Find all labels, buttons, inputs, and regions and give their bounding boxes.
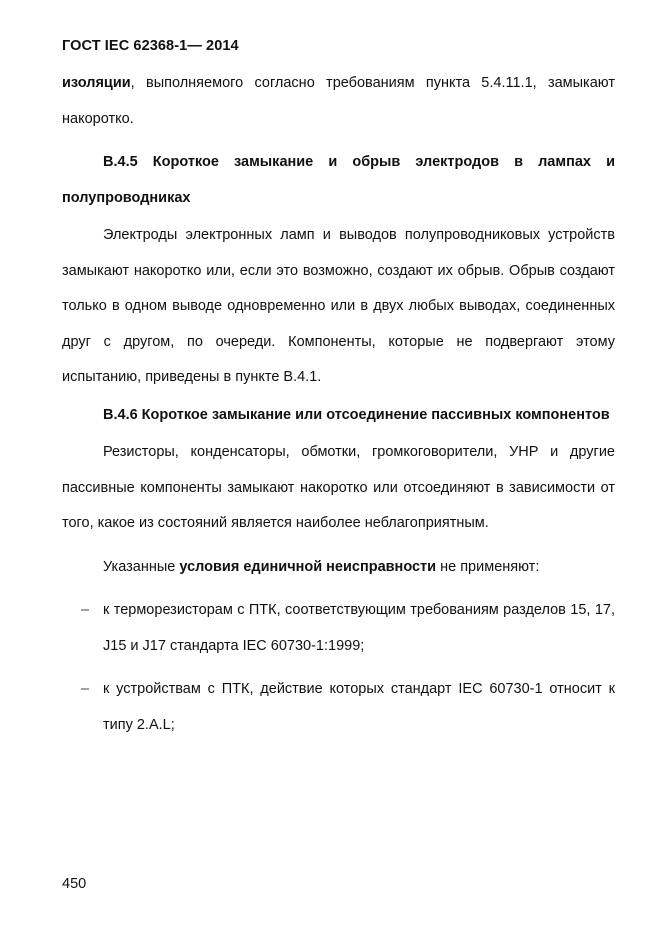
paragraph-text: не применяют: [436,558,540,575]
paragraph-continuation [62,66,615,137]
bold-term: условия единичной неисправности [179,558,437,575]
paragraph-electrodes: Электроды электронных ламп и выводов полупроводниковых устройств замыкают накоротко или, если это возможно, создают их обрыв. Обрыв создают только в одном выводе одновременно или в двух любых выводах, соединенных друг с другом, по очереди. Компоненты, которые не подвергают этому испытанию, приведены в пункте В.4.1. [62,227,615,385]
list-item [62,672,615,743]
bold-term: изоляции [62,75,131,91]
section-heading-b45: В.4.5 Короткое замыкание и обрыв электродов в лампах и полупроводниках [62,154,615,206]
document-header: ГОСТ IEC 62368-1— 2014 [62,38,239,54]
section-heading-b46: В.4.6 Короткое замыкание или отсоединение пассивных компонентов [103,406,610,423]
paragraph-text: Указанные [103,558,180,575]
document-body [62,66,615,743]
page-number: 450 [62,876,87,892]
list-dash: – [81,602,90,618]
paragraph-conditions [62,550,615,586]
list-item-text: к терморезисторам с ПТК, соответствующим требованиям разделов 15, 17, J15 и J17 стандарта IEC 60730-1:1999; [103,602,615,654]
paragraph-text: , выполняемого согласно требованиям пункта 5.4.11.1, замыкают накоротко. [62,75,615,127]
list-item [62,593,615,664]
list-item-text: к устройствам с ПТК, действие которых стандарт IEC 60730-1 относит к типу 2.A.L; [103,681,615,733]
list-dash: – [81,681,90,697]
paragraph-passive-components: Резисторы, конденсаторы, обмотки, громкоговорители, УНР и другие пассивные компоненты замыкают накоротко или отсоединяют в зависимости от того, какое из состояний является наиболее неблагоприятным. [62,444,615,531]
